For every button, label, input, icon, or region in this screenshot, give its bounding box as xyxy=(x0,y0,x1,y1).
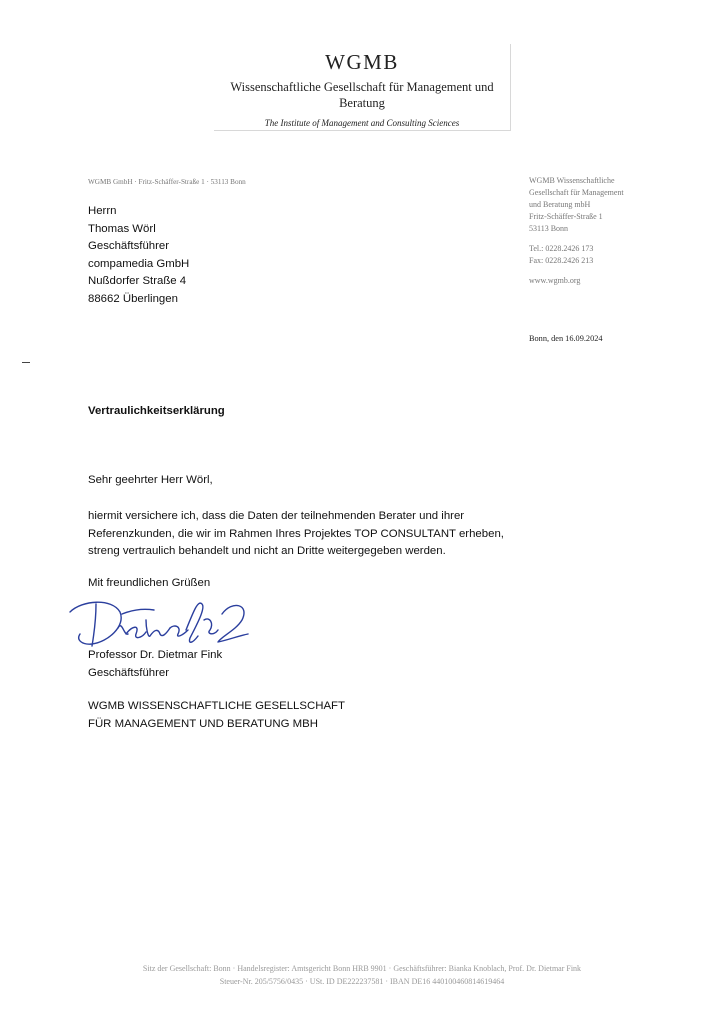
recipient-line: 88662 Überlingen xyxy=(88,292,178,305)
sender-block xyxy=(529,175,659,287)
recipient-line: Herrn xyxy=(88,205,117,217)
sender-line: und Beratung mbH xyxy=(529,200,591,209)
sender-fax: Fax: 0228.2426 213 xyxy=(529,256,594,265)
body-line: hiermit versichere ich, dass die Daten der teilnehmenden Berater und ihrer xyxy=(88,510,465,522)
fold-mark xyxy=(22,362,30,363)
recipient-line: Geschäftsführer xyxy=(88,240,170,252)
body-line: Referenzkunden, die wir im Rahmen Ihres Projektes TOP CONSULTANT erheben, xyxy=(88,527,504,540)
letter-body xyxy=(88,508,504,561)
letter-date: Bonn, den 16.09.2024 xyxy=(529,334,603,343)
return-address-line: WGMB GmbH · Fritz-Schäffer-Straße 1 · 53113 Bonn xyxy=(88,178,246,186)
sender-line: 53113 Bonn xyxy=(529,224,569,233)
salutation: Sehr geehrter Herr Wörl, xyxy=(88,474,213,486)
sender-website: www.wgmb.org xyxy=(529,276,581,285)
recipient-line: Thomas Wörl xyxy=(88,222,156,235)
recipient-address xyxy=(88,203,189,308)
recipient-line: Nußdorfer Straße 4 xyxy=(88,275,187,287)
letterhead-english-name: The Institute of Management and Consulting Sciences xyxy=(264,118,460,128)
company-line: FÜR MANAGEMENT UND BERATUNG MBH xyxy=(88,717,318,730)
sender-line: Gesellschaft für Management xyxy=(529,188,624,197)
body-line: streng vertraulich behandelt und nicht an Dritte weitergegeben werden. xyxy=(88,545,446,557)
letterhead-logo-name: WGMB xyxy=(325,50,399,74)
footer-line: Steuer-Nr. 205/5756/0435 · USt. ID DE222237581 · IBAN DE16 440100460814619464 xyxy=(219,977,505,986)
closing: Mit freundlichen Grüßen xyxy=(88,577,211,589)
company-name-block xyxy=(88,698,345,733)
signer-name: Professor Dr. Dietmar Fink xyxy=(88,649,223,661)
signer-title: Geschäftsführer xyxy=(88,666,170,679)
sender-line: Fritz-Schäffer-Straße 1 xyxy=(529,212,603,221)
sender-line: WGMB Wissenschaftliche xyxy=(529,176,615,185)
recipient-line: compamedia GmbH xyxy=(88,257,190,270)
letter-subject: Vertraulichkeitserklärung xyxy=(88,405,225,417)
company-line: WGMB WISSENSCHAFTLICHE GESELLSCHAFT xyxy=(88,700,345,712)
page-footer xyxy=(0,962,724,988)
letterhead xyxy=(214,44,511,131)
footer-line: Sitz der Gesellschaft: Bonn · Handelsregister: Amtsgericht Bonn HRB 9901 · Geschäftsführer: Bianka Knoblach, Prof. Dr. Dietmar Fink xyxy=(142,964,582,973)
sender-phone: Tel.: 0228.2426 173 xyxy=(529,244,594,253)
signer-block xyxy=(88,647,222,682)
letterhead-full-name: Wissenschaftliche Gesellschaft für Management und Beratung xyxy=(230,80,494,110)
